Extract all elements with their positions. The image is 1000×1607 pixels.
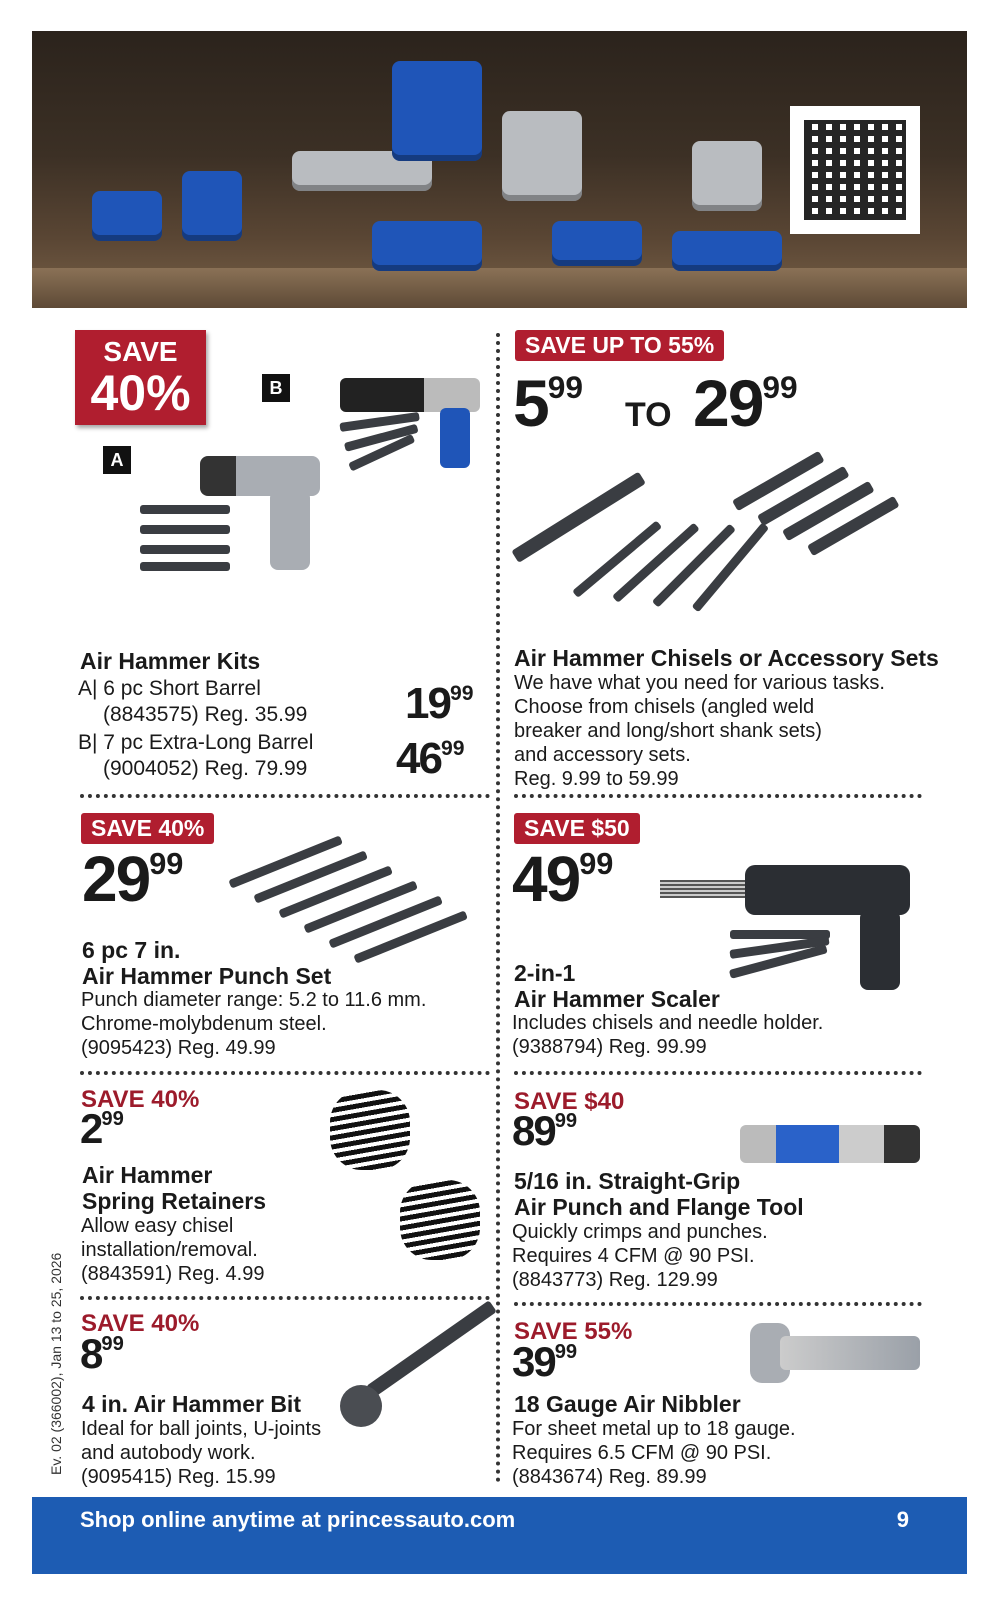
row-divider <box>514 1071 922 1075</box>
scaler-price <box>512 843 614 915</box>
desc-line: Chrome-molybdenum steel. <box>81 1013 327 1035</box>
desc-line: Requires 6.5 CFM @ 90 PSI. <box>512 1442 772 1464</box>
spring-description <box>81 1214 264 1286</box>
desc-line: (8843674) Reg. 89.99 <box>512 1466 707 1488</box>
kit-a-line: A| 6 pc Short Barrel <box>78 677 261 700</box>
desc-line: (9388794) Reg. 99.99 <box>512 1036 707 1058</box>
scaler-image <box>660 860 920 1000</box>
save-text: SAVE 40% <box>81 1310 200 1337</box>
badge-text: SAVE <box>103 336 178 367</box>
footer-bar <box>32 1497 967 1574</box>
price-dollars: 5 <box>513 366 548 440</box>
save-badge: SAVE UP TO 55% <box>515 330 724 361</box>
workbench <box>32 268 967 308</box>
row-divider <box>80 1296 490 1300</box>
chisels-title: Air Hammer Chisels or Accessory Sets <box>514 645 939 671</box>
price-dollars: 29 <box>82 843 150 915</box>
price-dollars: 39 <box>512 1338 555 1385</box>
price-cents: 99 <box>149 845 184 881</box>
desc-line: (9095415) Reg. 15.99 <box>81 1466 276 1488</box>
punch-price <box>82 843 184 915</box>
desc-line: installation/removal. <box>81 1239 258 1261</box>
kit-b-price <box>396 734 465 783</box>
desc-line: and accessory sets. <box>514 744 691 766</box>
chisels-price-low <box>513 366 583 440</box>
badge-percent: 40% <box>90 365 191 421</box>
page-number: 9 <box>896 1507 909 1532</box>
nibbler-price <box>512 1338 578 1385</box>
punch-title-1: 6 pc 7 in. <box>82 937 181 963</box>
flange-tool-image <box>740 1110 920 1175</box>
nibbler-image <box>750 1318 920 1398</box>
bit-title: 4 in. Air Hammer Bit <box>82 1391 301 1417</box>
desc-line: Ideal for ball joints, U-joints <box>81 1418 322 1440</box>
punch-set-image <box>230 820 480 960</box>
price-cents: 99 <box>554 1341 578 1363</box>
desc-line: (8843591) Reg. 4.99 <box>81 1263 265 1285</box>
price-cents: 99 <box>554 1110 578 1132</box>
flange-title-1: 5/16 in. Straight-Grip <box>514 1168 741 1194</box>
desc-line: Allow easy chisel <box>81 1215 234 1237</box>
price-cents: 99 <box>440 737 465 761</box>
price-cents: 99 <box>101 1108 124 1130</box>
desc-line: Punch diameter range: 5.2 to 11.6 mm. <box>81 989 427 1011</box>
price-cents: 99 <box>101 1333 124 1355</box>
price-cents: 99 <box>547 368 583 405</box>
bit-description <box>81 1417 321 1489</box>
save-badge: SAVE 40% <box>81 813 214 844</box>
desc-line: Reg. 9.99 to 59.99 <box>514 768 679 790</box>
spring-retainer-image <box>315 1090 485 1280</box>
save-badge <box>75 330 206 425</box>
nibbler-description <box>512 1417 796 1489</box>
edition-note: Ev. 02 (366002), Jan 13 to 25, 2026 <box>48 1252 64 1475</box>
desc-line: breaker and long/short shank sets) <box>514 720 822 742</box>
kits-title: Air Hammer Kits <box>80 648 261 674</box>
nibbler-title: 18 Gauge Air Nibbler <box>514 1391 741 1417</box>
price-dollars: 49 <box>512 843 580 915</box>
label-b: B <box>262 374 290 402</box>
save-text: SAVE $40 <box>514 1088 625 1115</box>
desc-line: Requires 4 CFM @ 90 PSI. <box>512 1245 755 1267</box>
row-divider <box>80 794 490 798</box>
price-dollars: 19 <box>405 679 450 728</box>
desc-line: Includes chisels and needle holder. <box>512 1012 824 1034</box>
footer-link[interactable]: Shop online anytime at princessauto.com <box>80 1507 516 1532</box>
row-divider <box>514 794 922 798</box>
label-a: A <box>103 446 131 474</box>
flange-price <box>512 1107 578 1154</box>
desc-line: We have what you need for various tasks. <box>514 672 885 694</box>
punch-title-2: Air Hammer Punch Set <box>82 963 332 989</box>
price-dollars: 89 <box>512 1107 555 1154</box>
save-text: SAVE 55% <box>514 1318 633 1345</box>
chisels-price-high <box>693 366 798 440</box>
desc-line: (8843773) Reg. 129.99 <box>512 1269 718 1291</box>
chisels-description <box>514 671 885 791</box>
to-text: TO <box>625 396 672 434</box>
save-badge: SAVE $50 <box>514 813 640 844</box>
punch-description <box>81 988 426 1060</box>
price-cents: 99 <box>762 368 798 405</box>
spring-title-2: Spring Retainers <box>82 1188 267 1214</box>
spring-title-1: Air Hammer <box>82 1162 213 1188</box>
desc-line: Choose from chisels (angled weld <box>514 696 815 718</box>
desc-line: and autobody work. <box>81 1442 256 1464</box>
row-divider <box>514 1302 922 1306</box>
price-dollars: 2 <box>80 1105 102 1152</box>
chisels-image <box>515 440 915 620</box>
kit-a-price <box>405 679 474 728</box>
scaler-description <box>512 1011 823 1059</box>
desc-line: (9095423) Reg. 49.99 <box>81 1037 276 1059</box>
save-text: SAVE 40% <box>81 1086 200 1113</box>
hammer-bit-image <box>340 1315 490 1425</box>
kit-b-sku: (9004052) Reg. 79.99 <box>103 757 308 780</box>
price-dollars: 29 <box>693 366 763 440</box>
desc-line: Quickly crimps and punches. <box>512 1221 768 1243</box>
scaler-title-1: 2-in-1 <box>514 960 576 986</box>
price-dollars: 46 <box>396 734 441 783</box>
bit-price <box>80 1330 124 1377</box>
qr-code[interactable] <box>790 106 920 234</box>
kit-a-sku: (8843575) Reg. 35.99 <box>103 703 308 726</box>
flange-description <box>512 1220 768 1292</box>
price-cents: 99 <box>449 682 474 706</box>
row-divider <box>80 1071 490 1075</box>
kit-b-line: B| 7 pc Extra-Long Barrel <box>78 731 314 754</box>
desc-line: For sheet metal up to 18 gauge. <box>512 1418 796 1440</box>
column-divider <box>496 333 500 1483</box>
hero-image <box>32 31 967 308</box>
price-dollars: 8 <box>80 1330 102 1377</box>
price-cents: 99 <box>579 845 614 881</box>
flange-title-2: Air Punch and Flange Tool <box>514 1194 804 1220</box>
spring-price <box>80 1105 124 1152</box>
air-hammer-a-image <box>140 450 330 575</box>
scaler-title-2: Air Hammer Scaler <box>514 986 720 1012</box>
